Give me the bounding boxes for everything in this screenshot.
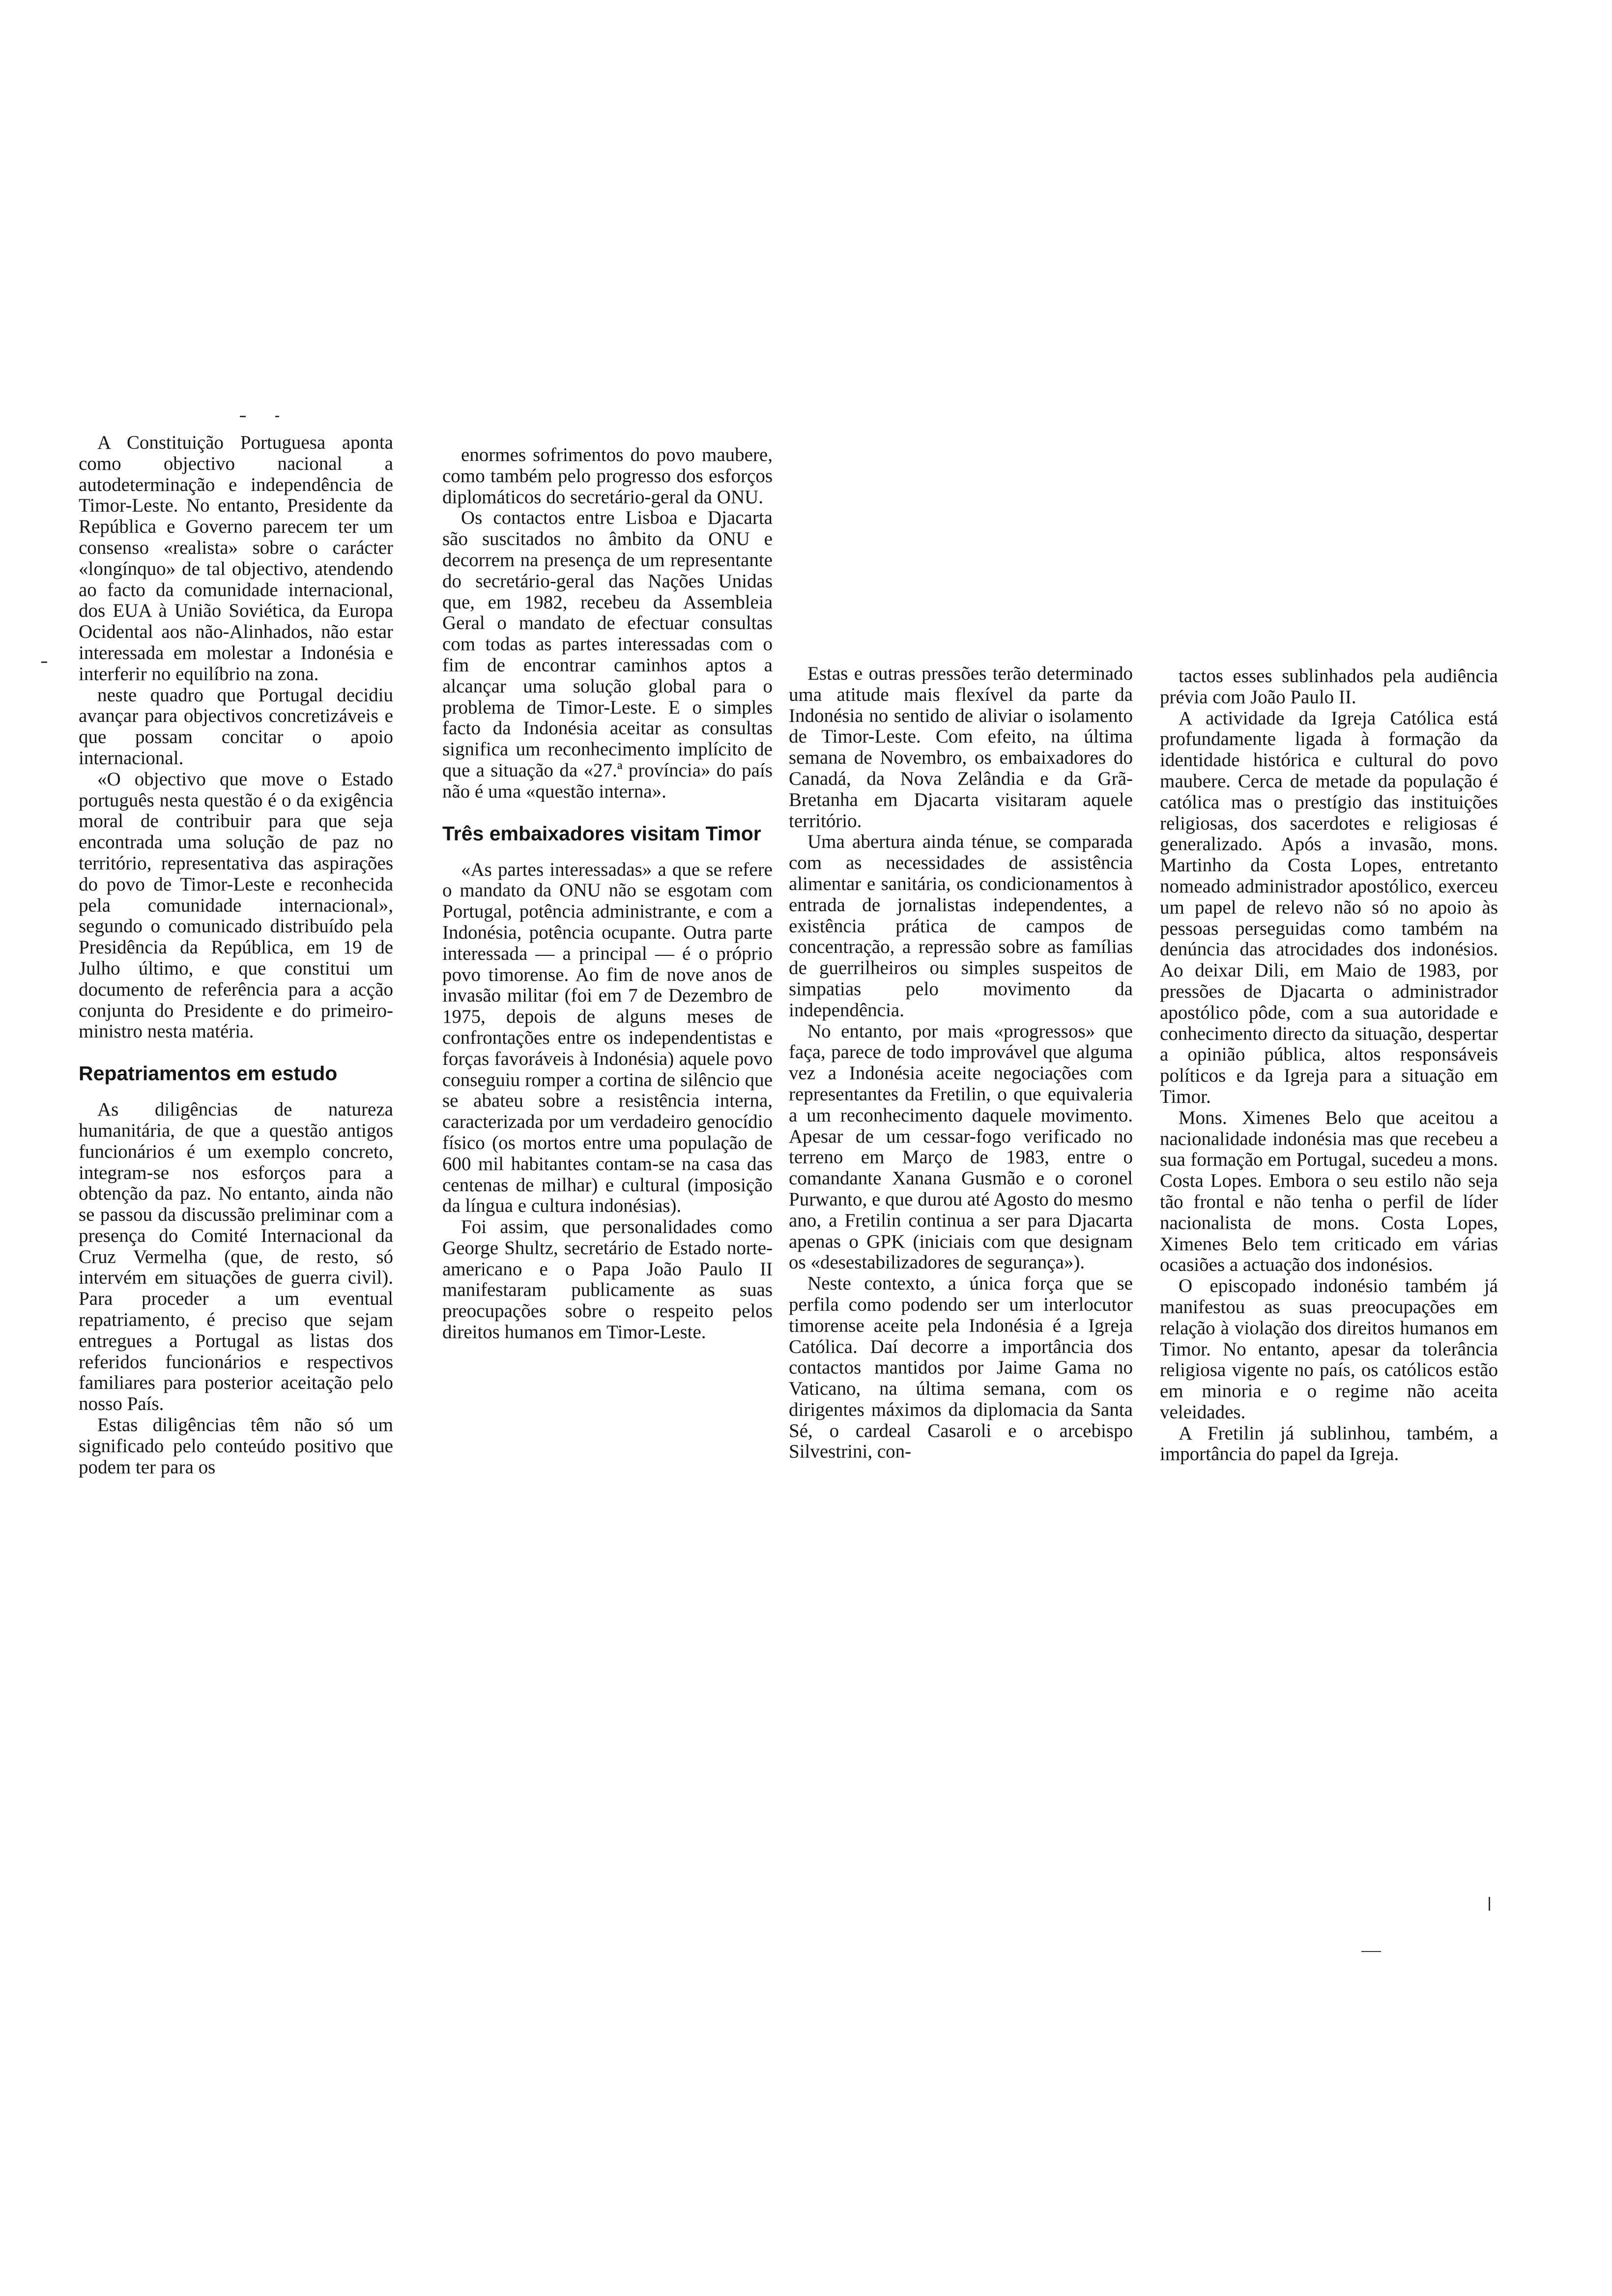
paragraph: Foi assim, que personalidades como George Shultz, secretário de Estado norte-americano e o Papa João Paulo II manifestaram publicamente as suas preocupações sobre o respeito pelos direitos humanos em Timor-Leste. — [442, 1216, 773, 1343]
paragraph: tactos esses sublinhados pela audiência prévia com João Paulo II. — [1160, 665, 1498, 708]
section-heading: Três embaixadores visitam Timor — [442, 822, 761, 845]
paragraph: enormes sofrimentos do povo maubere, como também pelo progresso dos esforços diplomáticos do secretário-geral da ONU. — [442, 444, 773, 508]
article-column-1 — [79, 432, 393, 1478]
article-column-4 — [1160, 666, 1498, 1465]
scan-speck — [1361, 1951, 1381, 1952]
paragraph: A actividade da Igreja Católica está profundamente ligada à formação da identidade histórica e cultural do povo maubere. Cerca de metade da população é católica mas o prestígio das instituições religiosas, dos sacerdotes e religiosas é generalizado. Após a invasão, mons. Martinho da Costa Lopes, entretanto nomeado administrador apostólico, exerceu um papel de relevo não só no apoio às pessoas perseguidas como também na denúncia das atrocidades dos indonésios. Ao deixar Dili, em Maio de 1983, por pressões de Djacarta o administrador apostólico pôde, com a sua autoridade e conhecimento directo da situação, despertar a opinião pública, altos responsáveis políticos e da Igreja para a situação em Timor. — [1160, 707, 1498, 1107]
paragraph: Estas e outras pressões terão determinado uma atitude mais flexível da parte da Indonésia no sentido de aliviar o isolamento de Timor-Leste. Com efeito, na última semana de Novembro, os embaixadores do Canadá, da Nova Zelândia e da Grã-Bretanha em Djacarta visitaram aquele território. — [789, 663, 1133, 832]
paragraph: Estas diligências têm não só um significado pelo conteúdo positivo que podem ter para os — [79, 1414, 393, 1478]
paragraph: «As partes interessadas» a que se refere o mandato da ONU não se esgotam com Portugal, potência administrante, e com a Indonésia, potência ocupante. Outra parte interessada — a principal — é o próprio povo timorense. Ao fim de nove anos de invasão militar (foi em 7 de Dezembro de 1975, depois de alguns meses de confrontações entre os independentistas e forças favoráveis à Indonésia) aquele povo conseguiu romper a cortina de silêncio que se abateu sobre a resistência interna, caracterizada por um verdadeiro genocídio físico (os mortos entre uma população de 600 mil habitantes contam-se na casa das centenas de milhar) e cultural (imposição da língua e cultura indonésias). — [442, 859, 773, 1217]
paragraph: Neste contexto, a única força que se perfila como podendo ser um interlocutor timorense aceite pela Indonésia é a Igreja Católica. Daí decorre a importância dos contactos mantidos por Jaime Gama no Vaticano, na última semana, com os dirigentes máximos da diplomacia da Santa Sé, o cardeal Casaroli e o arcebispo Silvestrini, con- — [789, 1273, 1133, 1463]
paragraph: No entanto, por mais «progressos» que faça, parece de todo improvável que alguma vez a Indonésia aceite negociações com representantes da Fretilin, o que equivaleria a um reconhecimento daquele movimento. Apesar de um cessar-fogo verificado no terreno em Março de 1983, entre o comandante Xanana Gusmão e o coronel Purwanto, e que durou até Agosto do mesmo ano, a Fretilin continua a ser para Djacarta apenas o GPK (iniciais com que designam os «desestabilizadores de segurança»). — [789, 1020, 1133, 1273]
scan-speck — [41, 661, 47, 663]
paragraph: A Constituição Portuguesa aponta como objectivo nacional a autodeterminação e independência de Timor-Leste. No entanto, Presidente da República e Governo parecem ter um consenso «realista» sobre o carácter «longínquo» de tal objectivo, atendendo ao facto da comunidade internacional, dos EUA à União Soviética, da Europa Ocidental aos não-Alinhados, não estar interessada em molestar a Indonésia e interferir no equilíbrio na zona. — [79, 432, 393, 685]
paragraph: neste quadro que Portugal decidiu avançar para objectivos concretizáveis e que possam concitar o apoio internacional. — [79, 684, 393, 769]
scan-speck — [240, 416, 246, 417]
section-heading: Repatriamentos em estudo — [79, 1062, 338, 1085]
paragraph: As diligências de natureza humanitária, de que a questão antigos funcionários é um exemplo concreto, integram-se nos esforços para a obtenção da paz. No entanto, ainda não se passou da discussão preliminar com a presença do Comité Internacional da Cruz Vermelha (que, de resto, só intervém em situações de guerra civil). Para proceder a um eventual repatriamento, é preciso que sejam entregues a Portugal as listas dos referidos funcionários e respectivos familiares para posterior aceitação pelo nosso País. — [79, 1099, 393, 1415]
article-column-3 — [789, 663, 1133, 1463]
paragraph: «O objectivo que move o Estado português nesta questão é o da exigência moral de contribuir para que seja encontrada uma solução de paz no território, representativa das aspirações do povo de Timor-Leste e reconhecida pela comunidade internacional», segundo o comunicado distribuído pela Presidência da República, em 19 de Julho último, e que constitui um documento de referência para a acção conjunta do Presidente e do primeiro-ministro nesta matéria. — [79, 768, 393, 1042]
scan-speck — [1489, 1897, 1490, 1911]
paragraph: Mons. Ximenes Belo que aceitou a nacionalidade indonésia mas que recebeu a sua formação em Portugal, sucedeu a mons. Costa Lopes. Embora o seu estilo não seja tão frontal e não tenha o perfil de líder nacionalista de mons. Costa Lopes, Ximenes Belo tem criticado em várias ocasiões a actuação dos indonésios. — [1160, 1107, 1498, 1276]
paragraph: O episcopado indonésio também já manifestou as suas preocupações em relação à violação dos direitos humanos em Timor. No entanto, apesar da tolerância religiosa vigente no país, os católicos estão em minoria e o regime não aceita veleidades. — [1160, 1275, 1498, 1423]
paragraph: A Fretilin já sublinhou, também, a importância do papel da Igreja. — [1160, 1422, 1498, 1465]
article-column-2 — [442, 445, 773, 1343]
paragraph: Uma abertura ainda ténue, se comparada com as necessidades de assistência alimentar e sanitária, os condicionamentos à entrada de jornalistas independentes, a existência prática de campos de concentração, a repressão sobre as famílias de guerrilheiros ou simples suspeitos de simpatias pelo movimento da independência. — [789, 831, 1133, 1021]
paragraph: Os contactos entre Lisboa e Djacarta são suscitados no âmbito da ONU e decorrem na presença de um representante do secretário-geral das Nações Unidas que, em 1982, recebeu da Assembleia Geral o mandato de efectuar consultas com todas as partes interessadas com o fim de encontrar caminhos aptos a alcançar uma solução global para o problema de Timor-Leste. E o simples facto da Indonésia aceitar as consultas significa um reconhecimento implícito de que a situação da «27.ª província» do país não é uma «questão interna». — [442, 507, 773, 802]
scan-speck — [275, 416, 279, 417]
